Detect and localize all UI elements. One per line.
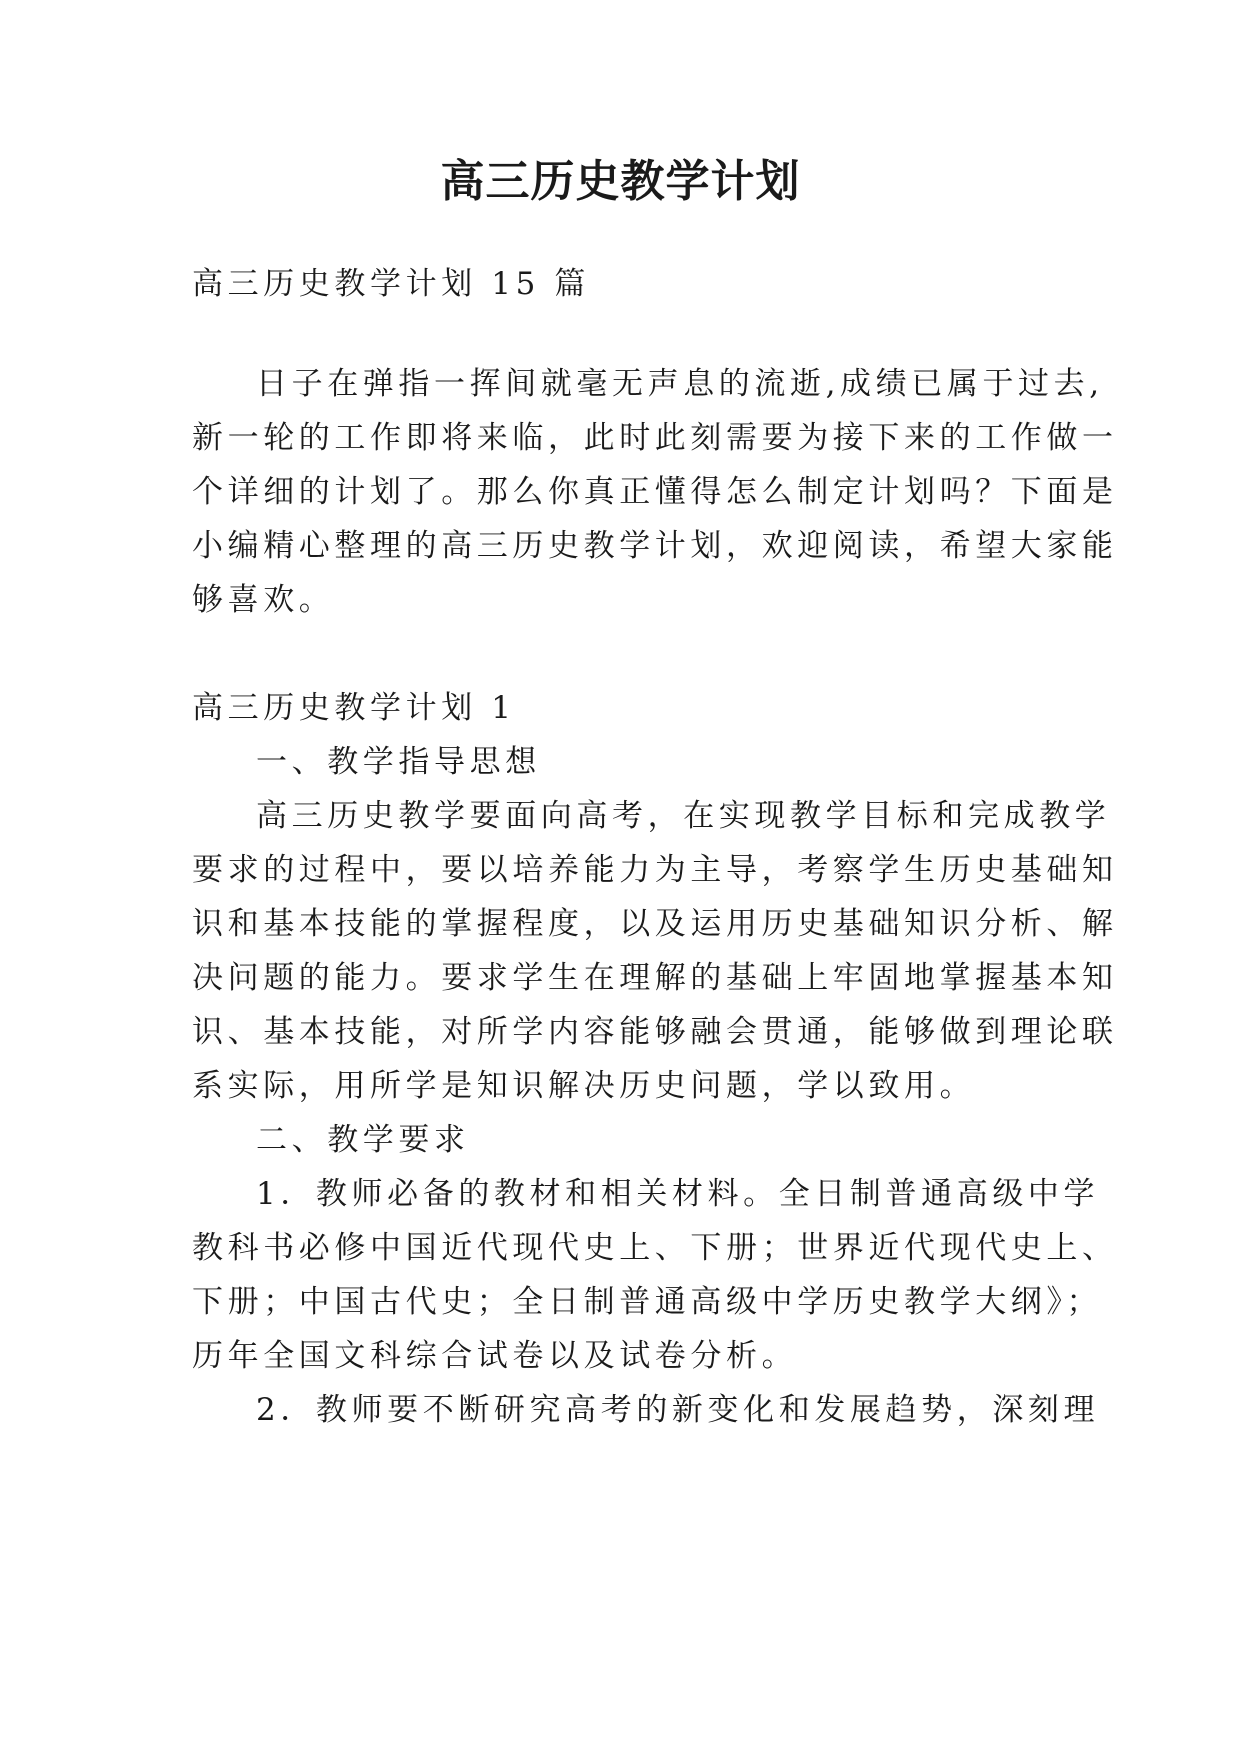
heading-guiding-principle: 一、教学指导思想 — [256, 744, 541, 780]
intro-line-4: 小编精心整理的高三历史教学计划，欢迎阅读，希望大家能 — [192, 528, 1118, 564]
section-title: 高三历史教学计划 1 — [192, 690, 516, 726]
para-1-line-6: 系实际，用所学是知识解决历史问题，学以致用。 — [192, 1068, 976, 1104]
heading-teaching-requirements: 二、教学要求 — [256, 1122, 470, 1158]
para-1-line-2: 要求的过程中，要以培养能力为主导，考察学生历史基础知 — [192, 852, 1118, 888]
item-1-line-4: 历年全国文科综合试卷以及试卷分析。 — [192, 1338, 798, 1374]
document-title: 高三历史教学计划 — [440, 156, 801, 207]
intro-line-1: 日子在弹指一挥间就毫无声息的流逝,成绩已属于过去, — [256, 366, 1104, 402]
item-2-line-1: 2．教师要不断研究高考的新变化和发展趋势，深刻理 — [256, 1392, 1100, 1428]
document-subtitle: 高三历史教学计划 15 篇 — [192, 266, 590, 302]
para-1-line-5: 识、基本技能，对所学内容能够融会贯通，能够做到理论联 — [192, 1014, 1118, 1050]
intro-line-5: 够喜欢。 — [192, 582, 335, 618]
intro-line-2: 新一轮的工作即将来临，此时此刻需要为接下来的工作做一 — [192, 420, 1118, 456]
item-1-line-1: 1．教师必备的教材和相关材料。全日制普通高级中学 — [256, 1176, 1100, 1212]
para-1-line-4: 决问题的能力。要求学生在理解的基础上牢固地掌握基本知 — [192, 960, 1118, 996]
item-1-line-3: 下册；中国古代史；全日制普通高级中学历史教学大纲》； — [192, 1284, 1103, 1320]
para-1-line-3: 识和基本技能的掌握程度，以及运用历史基础知识分析、解 — [192, 906, 1118, 942]
intro-line-3: 个详细的计划了。那么你真正懂得怎么制定计划吗？下面是 — [192, 474, 1118, 510]
item-1-line-2: 教科书必修中国近代现代史上、下册；世界近代现代史上、 — [192, 1230, 1118, 1266]
para-1-line-1: 高三历史教学要面向高考，在实现教学目标和完成教学 — [256, 798, 1111, 834]
